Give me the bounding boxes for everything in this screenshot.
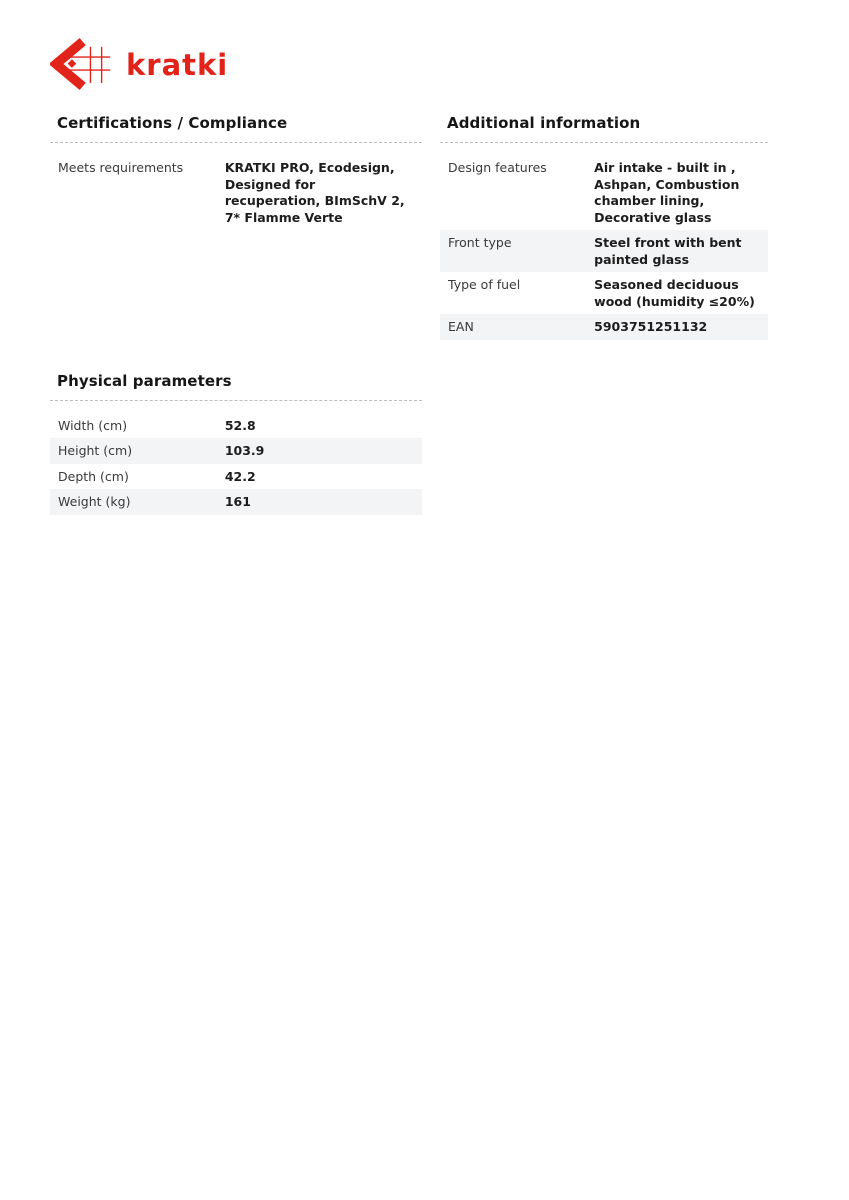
spec-label: EAN [448,319,474,334]
dashed-divider [50,400,422,401]
section-physical-parameters [50,366,422,515]
spec-row [440,314,768,340]
spec-row [50,438,422,464]
dashed-divider [440,142,768,143]
certifications-table [50,155,422,230]
spec-columns [50,108,768,340]
kratki-logo-mark-icon [50,38,124,90]
spec-row [440,272,768,314]
spec-label: Meets requirements [58,160,184,175]
kratki-logo [50,38,228,90]
spec-value: Air intake - built in , Ashpan, Combustion chamber lining, Decorative glass [594,160,740,225]
section-certifications [50,108,422,230]
spec-row [50,489,422,515]
physical-parameters-title: Physical parameters [57,371,232,390]
spec-value: Seasoned deciduous wood (humidity ≤20%) [594,277,755,309]
spec-label: Weight (kg) [58,494,131,509]
spec-label: Depth (cm) [58,468,129,484]
spec-value: 161 [224,494,251,509]
dashed-divider [50,142,422,143]
spec-row [440,155,768,230]
physical-parameters-table [50,413,422,515]
spec-value: 42.2 [224,468,256,484]
certifications-title: Certifications / Compliance [57,114,288,132]
spec-value: KRATKI PRO, Ecodesign, Designed for recuperation, BImSchV 2, 7* Flamme Verte [224,160,405,225]
spec-label: Design features [448,160,547,175]
spec-label: Front type [448,235,512,250]
additional-information-title: Additional information [447,114,641,132]
spec-row [50,464,422,490]
spec-row [440,230,768,272]
spec-row [50,413,422,439]
section-additional-information [440,108,768,340]
spec-row [50,155,422,230]
spec-value: 103.9 [224,443,265,458]
spec-label: Height (cm) [58,443,133,458]
spec-label: Width (cm) [58,417,128,433]
kratki-logo-text: kratki [126,47,229,82]
spec-value: 52.8 [224,417,256,433]
spec-value: 5903751251132 [594,319,708,334]
spec-value: Steel front with bent painted glass [594,235,742,267]
additional-information-table [440,155,768,340]
spec-label: Type of fuel [448,277,521,292]
spec-sheet [50,108,768,515]
